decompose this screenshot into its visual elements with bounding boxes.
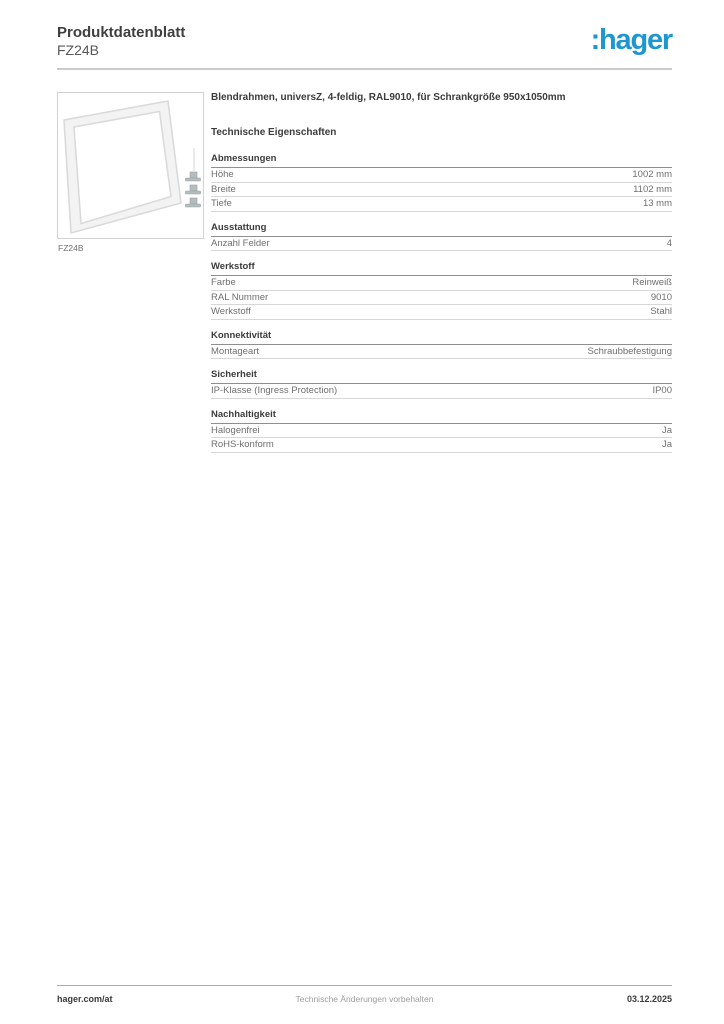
document-title: Produktdatenblatt xyxy=(57,24,186,41)
product-image xyxy=(57,92,204,239)
spec-value: 13 mm xyxy=(642,198,672,210)
table-row xyxy=(211,197,672,212)
hager-logo: :hager xyxy=(590,24,672,56)
table-row xyxy=(211,183,672,198)
section-title: Werkstoff xyxy=(211,261,672,276)
spec-value: 4 xyxy=(666,237,672,249)
content-column xyxy=(211,92,672,463)
section-title: Abmessungen xyxy=(211,153,672,168)
footer-disclaimer: Technische Änderungen vorbehalten xyxy=(295,994,434,1004)
section-title: Nachhaltigkeit xyxy=(211,409,672,424)
table-row xyxy=(211,168,672,183)
table-row xyxy=(211,237,672,252)
table-row xyxy=(211,384,672,399)
footer-divider xyxy=(57,985,672,986)
spec-label: Werkstoff xyxy=(211,306,251,318)
spec-value: Schraubbefestigung xyxy=(587,345,672,357)
frame-drawing-icon xyxy=(58,93,203,238)
product-title: Blendrahmen, universZ, 4-feldig, RAL9010, für Schrankgröße 950x1050mm xyxy=(211,92,566,103)
spec-sections xyxy=(211,153,672,453)
spec-label: Breite xyxy=(211,183,236,195)
table-row xyxy=(211,345,672,360)
section-ausstattung xyxy=(211,222,672,252)
spec-label: Farbe xyxy=(211,277,236,289)
spec-label: RAL Nummer xyxy=(211,291,269,303)
footer-date: 03.12.2025 xyxy=(626,994,672,1004)
footer-website-link[interactable]: hager.com/at xyxy=(57,994,113,1004)
product-reference: FZ24B xyxy=(57,42,100,58)
table-row xyxy=(211,424,672,439)
spec-label: Höhe xyxy=(211,169,234,181)
screw-clips-icon xyxy=(186,172,201,207)
spec-value: IP00 xyxy=(652,385,672,397)
footer xyxy=(57,994,672,1004)
spec-label: Tiefe xyxy=(211,198,232,210)
section-nachhaltigkeit xyxy=(211,409,672,453)
section-werkstoff xyxy=(211,261,672,320)
spec-label: Montageart xyxy=(211,345,260,357)
section-konnektivitaet xyxy=(211,330,672,360)
spec-label: Halogenfrei xyxy=(211,424,260,436)
spec-value: Stahl xyxy=(650,306,672,318)
spec-value: 1102 mm xyxy=(633,183,672,195)
table-row xyxy=(211,276,672,291)
spec-label: Anzahl Felder xyxy=(211,237,270,249)
spec-value: Reinweiß xyxy=(632,277,672,289)
section-title: Konnektivität xyxy=(211,330,672,345)
table-row xyxy=(211,305,672,320)
spec-label: RoHS-konform xyxy=(211,439,274,451)
spec-value: Ja xyxy=(661,424,672,436)
section-abmessungen xyxy=(211,153,672,212)
spec-value: 9010 xyxy=(650,291,672,303)
section-title: Sicherheit xyxy=(211,369,672,384)
spec-label: IP-Klasse (Ingress Protection) xyxy=(211,385,338,397)
spec-value: Ja xyxy=(661,439,672,451)
header-divider xyxy=(57,68,672,70)
product-image-caption: FZ24B xyxy=(58,243,84,253)
table-row xyxy=(211,438,672,453)
tech-properties-heading: Technische Eigenschaften xyxy=(211,127,337,138)
section-title: Ausstattung xyxy=(211,222,672,237)
section-sicherheit xyxy=(211,369,672,399)
table-row xyxy=(211,291,672,306)
spec-value: 1002 mm xyxy=(632,169,672,181)
